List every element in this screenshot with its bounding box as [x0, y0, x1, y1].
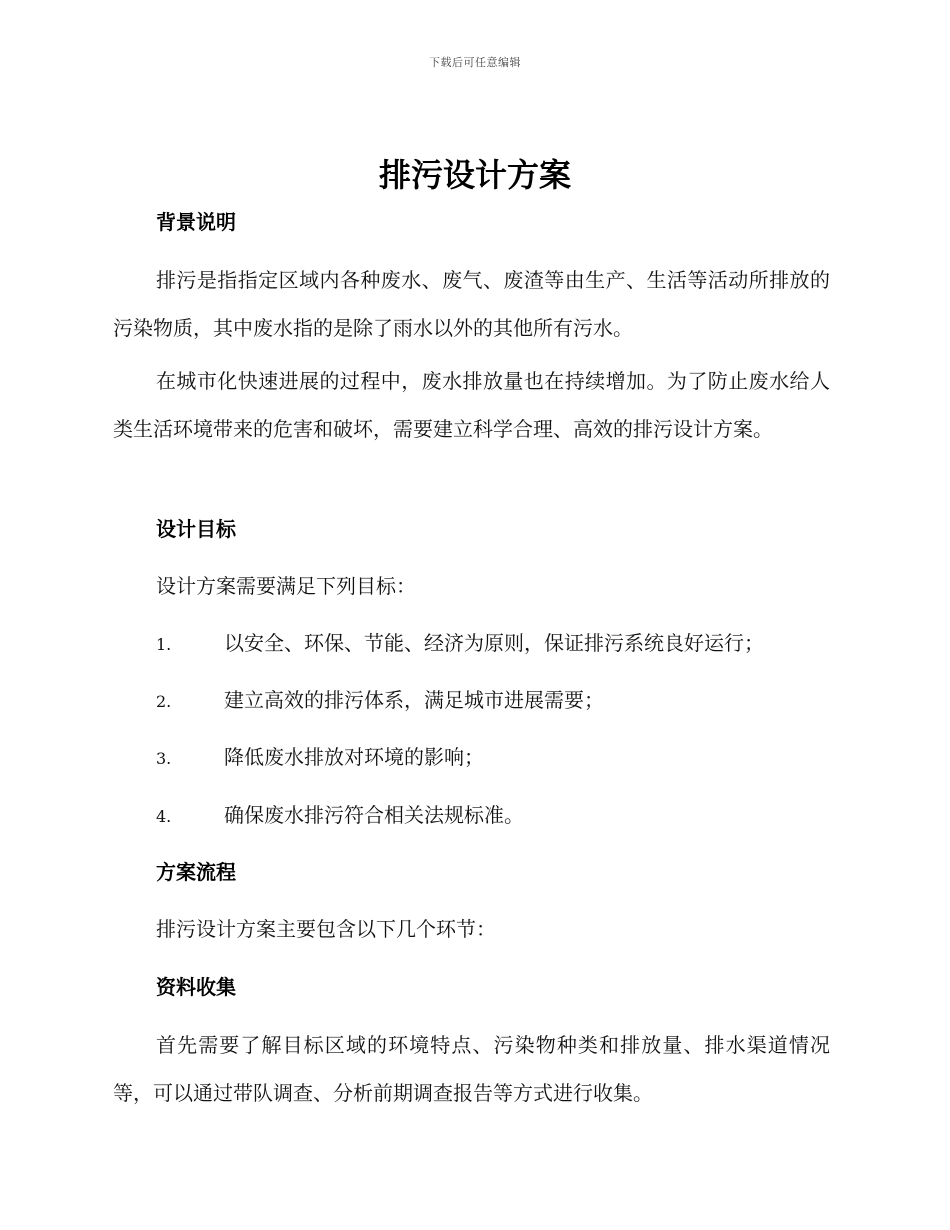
goal-item-1	[156, 629, 836, 659]
section-heading-collection: 资料收集	[156, 975, 236, 999]
collection-paragraph: 首先需要了解目标区域的环境特点、污染物种类和排放量、排水渠道情况等，可以通过带队调查、分析前期调查报告等方式进行收集。	[113, 1033, 830, 1105]
document-title: 排污设计方案	[378, 156, 571, 194]
background-paragraph-2: 在城市化快速进展的过程中，废水排放量也在持续增加。为了防止废水给人类生活环境带来的危害和破坏，需要建立科学合理、高效的排污设计方案。	[113, 369, 830, 441]
section-heading-goals: 设计目标	[156, 517, 236, 541]
section-heading-background: 背景说明	[156, 210, 236, 234]
background-paragraph-1: 排污是指指定区域内各种废水、废气、废渣等由生产、生活等活动所排放的污染物质，其中废水指的是除了雨水以外的其他所有污水。	[113, 268, 830, 340]
goal-item-number: 2.	[156, 692, 172, 711]
goal-item-number: 3.	[156, 749, 172, 768]
goals-intro: 设计方案需要满足下列目标：	[156, 574, 416, 598]
background-paragraph-2-block	[113, 357, 830, 453]
goal-item-2	[156, 686, 836, 716]
goal-item-text: 确保废水排污符合相关法规标准。	[224, 803, 524, 827]
page-header-note: 下载后可任意编辑	[429, 56, 521, 69]
goal-item-number: 1.	[156, 635, 172, 654]
background-paragraph-1-block	[113, 256, 830, 352]
goal-item-3	[156, 743, 836, 773]
goal-item-text: 以安全、环保、节能、经济为原则，保证排污系统良好运行；	[224, 631, 764, 655]
goal-item-number: 4.	[156, 807, 172, 826]
goal-item-text: 降低废水排放对环境的影响；	[224, 745, 484, 769]
process-intro: 排污设计方案主要包含以下几个环节：	[156, 917, 496, 941]
goal-item-text: 建立高效的排污体系，满足城市进展需要；	[224, 688, 604, 712]
goal-item-4	[156, 801, 836, 831]
collection-paragraph-block	[113, 1021, 830, 1117]
section-heading-process: 方案流程	[156, 860, 236, 884]
